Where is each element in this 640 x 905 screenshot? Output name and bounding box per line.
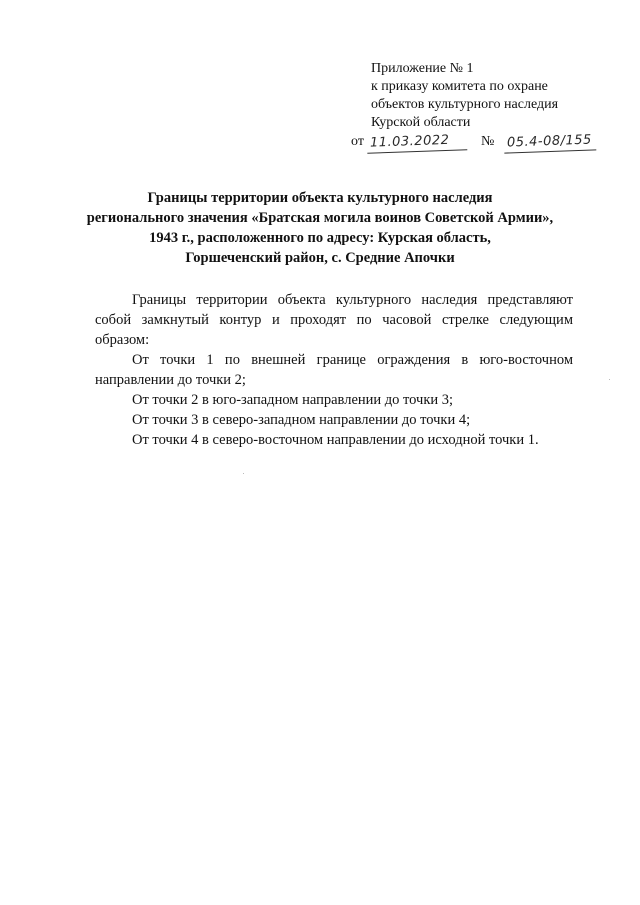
date-prefix: от: [351, 134, 364, 149]
title-line: регионального значения «Братская могила воинов Советской Армии»,: [86, 210, 554, 226]
order-reference: [351, 133, 596, 152]
title-line: Границы территории объекта культурного наследия: [147, 190, 493, 206]
appendix-line: Курской области: [371, 115, 471, 130]
body-paragraph: От точки 3 в северо-западном направлении до точки 4;: [132, 412, 471, 428]
title-line: Горшеченский район, с. Средние Апочки: [185, 250, 455, 266]
body-paragraph: От точки 1 по внешней границе ограждения в юго-восточном направлении до точки 2;: [95, 352, 573, 388]
document-body: [95, 290, 573, 450]
appendix-line: Приложение № 1: [371, 61, 474, 76]
scan-speck: [609, 379, 610, 380]
title-line: 1943 г., расположенного по адресу: Курская область,: [149, 230, 491, 246]
number-sign: №: [480, 134, 495, 149]
scan-speck: [243, 473, 244, 474]
handwritten-date: 11.03.2022: [367, 131, 468, 153]
body-paragraph: От точки 2 в юго-западном направлении до точки 3;: [132, 392, 454, 408]
body-paragraph: Границы территории объекта культурного наследия представляют собой замкнутый контур и проходят по часовой стрелке следующим образом:: [95, 292, 573, 348]
handwritten-order-number: 05.4-08/155: [503, 131, 596, 153]
document-title: [80, 188, 560, 268]
appendix-block: [371, 60, 558, 132]
appendix-line: объектов культурного наследия: [371, 97, 559, 112]
appendix-line: к приказу комитета по охране: [371, 79, 548, 94]
body-paragraph: От точки 4 в северо-восточном направлении до исходной точки 1.: [132, 432, 539, 448]
